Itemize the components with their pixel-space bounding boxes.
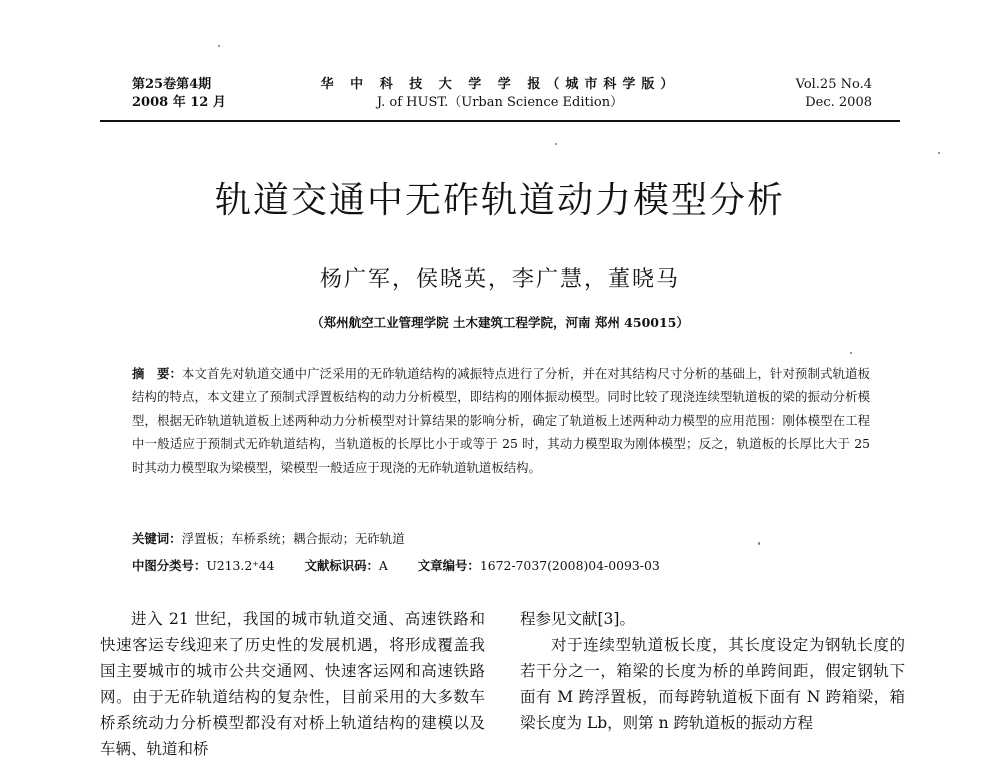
header-journal <box>300 76 700 112</box>
journal-name-en: J. of HUST.（Urban Science Edition） <box>376 95 624 110</box>
body-left-column: 进入 21 世纪，我国的城市轨道交通、高速铁路和快速客运专线迎来了历史性的发展机遇，将形成覆盖我国主要城市的城市公共交通网、快速客运网和高速铁路网。由于无砟轨道结构的复杂性，目前采用的大多数车桥系统动力分析模型都没有对桥上轨道结构的建模以及车辆、轨道和桥 <box>100 610 485 758</box>
author-list: 杨广军，侯晓英，李广慧，董晓马 <box>319 267 680 292</box>
right-column-first-line: 程参见文献[3]。 <box>520 610 635 628</box>
header-volume-issue <box>132 76 226 112</box>
keywords-text: 浮置板；车桥系统；耦合振动；无砟轨道 <box>181 531 405 546</box>
scan-speck <box>758 542 760 545</box>
scan-speck <box>850 352 852 354</box>
body-right-column <box>520 606 905 736</box>
paper-title: 轨道交通中无砟轨道动力模型分析 <box>214 180 785 221</box>
date-en: Dec. 2008 <box>805 95 872 110</box>
article-no-label: 文章编号： <box>417 558 480 573</box>
date-cn: 2008 年 12 月 <box>132 95 226 110</box>
affiliation: （郑州航空工业管理学院 土木建筑工程学院，河南 郑州 450015） <box>311 315 689 330</box>
journal-name-cn: 华 中 科 技 大 学 学 报（城市科学版） <box>320 77 680 92</box>
clc-label: 中图分类号： <box>132 558 207 573</box>
right-column-paragraph: 对于连续型轨道板长度，其长度设定为钢轨长度的若干分之一，箱梁的长度为桥的单跨间距，假定钢轨下面有 M 跨浮置板，而每跨轨道板下面有 N 跨箱梁，箱梁长度为 Lb，则第 n 跨轨道板的振动方程 <box>520 636 905 732</box>
doc-code-value: A <box>378 558 388 573</box>
abstract-label: 摘 要： <box>132 366 183 381</box>
article-no-value: 1672-7037(2008)04-0093-03 <box>479 558 660 573</box>
keywords-label: 关键词： <box>132 531 182 546</box>
header-rule <box>100 120 900 122</box>
classification-line <box>132 556 660 574</box>
volume-cn: 第25卷第4期 <box>132 77 212 92</box>
doc-code-label: 文献标识码： <box>304 558 379 573</box>
scan-speck <box>218 45 220 47</box>
header-volume-en <box>796 76 872 112</box>
scan-speck <box>555 143 557 145</box>
keywords <box>132 529 405 547</box>
scan-speck <box>938 152 940 154</box>
clc-value: U213.2⁺44 <box>206 558 275 573</box>
abstract-text: 本文首先对轨道交通中广泛采用的无砟轨道结构的减振特点进行了分析，并在对其结构尺寸分析的基础上，针对预制式轨道板结构的特点，本文建立了预制式浮置板结构的动力分析模型，即结构的刚体振动模型。同时比较了现浇连续型轨道板的梁的振动分析模型，根据无砟轨道轨道板上述两种动力分析模型对计算结果的影响分析，确定了轨道板上述两种动力模型的应用范围：刚体模型在工程中一般适应于预制式无砟轨道结构，当轨道板的长厚比小于或等于 25 时，其动力模型取为刚体模型；反之，轨道板的长厚比大于 25 时其动力模型取为梁模型，梁模型一般适应于现浇的无砟轨道轨道板结构。 <box>132 366 871 475</box>
abstract <box>132 362 870 479</box>
volume-en: Vol.25 No.4 <box>795 77 872 92</box>
